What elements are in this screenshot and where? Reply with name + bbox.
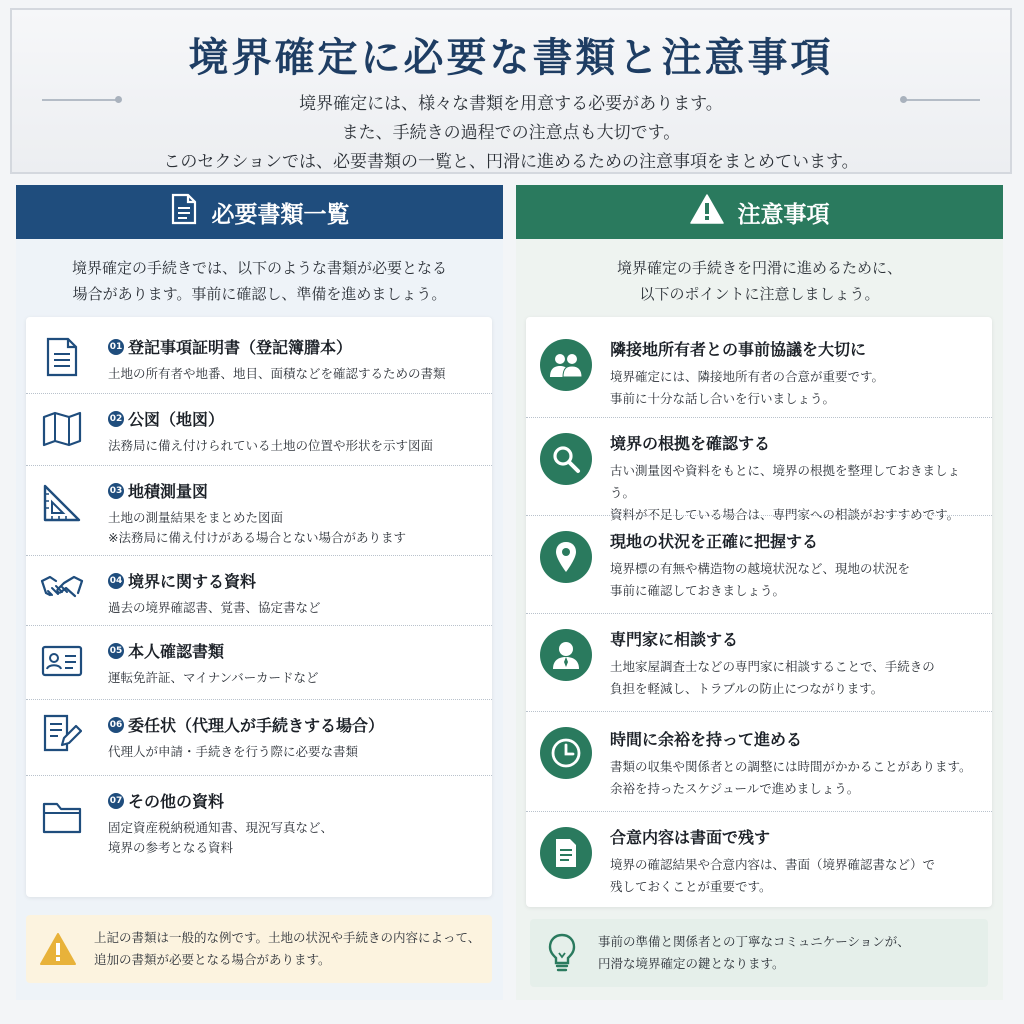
item-desc: 土地家屋調査士などの専門家に相談することで、手続きの <box>610 659 935 674</box>
list-item <box>610 627 982 700</box>
item-desc: 土地の測量結果をまとめた図面 <box>108 510 284 525</box>
document-pen-icon <box>40 711 84 755</box>
document-icon <box>540 827 592 879</box>
documents-note <box>26 915 492 983</box>
list-item <box>610 431 982 526</box>
list-item <box>108 713 480 762</box>
note-line: 上記の書類は一般的な例です。土地の状況や手続きの内容によって、 <box>94 930 481 945</box>
item-title: 境界に関する資料 <box>128 572 257 591</box>
panel-title: 注意事項 <box>737 201 830 228</box>
item-title: 登記事項証明書（登記簿謄本） <box>128 338 353 357</box>
item-desc: 境界の確認結果や合意内容は、書面（境界確認書など）で <box>610 857 936 872</box>
folder-icon <box>40 795 84 839</box>
item-title: 公図（地図） <box>128 410 225 429</box>
subtitle-line: 場合があります。事前に確認し、準備を進めましょう。 <box>72 285 447 303</box>
item-number: 05 <box>108 643 124 659</box>
item-number: 04 <box>108 573 124 589</box>
item-desc: 境界確定には、隣接地所有者の合意が重要です。 <box>610 369 885 384</box>
item-desc: 事前に十分な話し合いを行いましょう。 <box>610 391 836 406</box>
divider <box>26 555 492 556</box>
item-desc: 過去の境界確認書、覚書、協定書など <box>108 600 321 615</box>
divider <box>26 393 492 394</box>
subtitle-line: 以下のポイントに注意しましょう。 <box>639 285 880 303</box>
divider <box>26 465 492 466</box>
subtitle-line: 境界確定の手続きでは、以下のような書類が必要となる <box>71 259 447 277</box>
panel-subtitle <box>516 255 1003 307</box>
divider <box>526 417 992 418</box>
lightbulb-icon <box>542 933 582 973</box>
list-item <box>108 569 480 618</box>
item-desc: 書類の収集や関係者との調整には時間がかかることがあります。 <box>610 759 972 774</box>
list-item <box>108 639 480 688</box>
divider <box>26 625 492 626</box>
precautions-list <box>526 317 992 907</box>
item-title: 本人確認書類 <box>128 642 225 661</box>
header-banner <box>10 8 1012 174</box>
id-card-icon <box>40 639 84 683</box>
item-title: 専門家に相談する <box>610 630 739 649</box>
list-item <box>610 825 982 898</box>
intro-line: このセクションでは、必要書類の一覧と、円滑に進めるための注意事項をまとめています。 <box>163 152 859 172</box>
item-title: 地積測量図 <box>128 482 209 501</box>
item-desc: 事前に確認しておきましょう。 <box>610 583 786 598</box>
note-line: 追加の書類が必要となる場合があります。 <box>94 952 331 967</box>
precautions-panel <box>516 185 1003 1000</box>
person-icon <box>540 629 592 681</box>
list-item <box>610 529 982 602</box>
item-desc: 残しておくことが重要です。 <box>610 879 772 894</box>
map-pin-icon <box>540 531 592 583</box>
divider <box>26 699 492 700</box>
divider <box>26 775 492 776</box>
item-number: 06 <box>108 717 124 733</box>
note-line: 事前の準備と関係者との丁寧なコミュニケーションが、 <box>598 934 910 949</box>
list-item <box>108 407 480 456</box>
list-item <box>610 727 982 800</box>
item-desc: 境界の参考となる資料 <box>108 840 234 855</box>
documents-list <box>26 317 492 897</box>
list-item <box>108 335 480 384</box>
item-title: 境界の根拠を確認する <box>610 434 771 453</box>
item-number: 02 <box>108 411 124 427</box>
page-title: 境界確定に必要な書類と注意事項 <box>188 34 834 81</box>
item-title: 合意内容は書面で残す <box>610 828 771 847</box>
document-icon <box>170 193 198 231</box>
item-title: 時間に余裕を持って進める <box>610 730 803 749</box>
intro-line: また、手続きの過程での注意点も大切です。 <box>341 123 681 143</box>
item-title: 委任状（代理人が手続きする場合） <box>128 716 385 735</box>
divider <box>526 613 992 614</box>
divider <box>526 515 992 516</box>
item-title: その他の資料 <box>128 792 225 811</box>
item-title: 現地の状況を正確に把握する <box>610 532 819 551</box>
item-desc: 境界標の有無や構造物の越境状況など、現地の状況を <box>610 561 911 576</box>
item-desc: 資料が不足している場合は、専門家への相談がおすすめです。 <box>610 507 960 522</box>
intro-line: 境界確定には、様々な書類を用意する必要があります。 <box>299 94 723 114</box>
item-desc: ※法務局に備え付けがある場合とない場合があります <box>108 530 406 545</box>
warning-icon <box>38 929 78 969</box>
search-icon <box>540 433 592 485</box>
note-line: 円滑な境界確定の鍵となります。 <box>598 956 785 971</box>
item-desc: 古い測量図や資料をもとに、境界の根拠を整理しておきましょう。 <box>610 463 961 500</box>
item-desc: 代理人が申請・手続きを行う際に必要な書類 <box>108 744 359 759</box>
panel-subtitle <box>16 255 503 307</box>
intro-text <box>12 90 1010 177</box>
list-item <box>108 789 480 858</box>
item-desc: 運転免許証、マイナンバーカードなど <box>108 670 319 685</box>
people-icon <box>540 339 592 391</box>
precautions-note <box>530 919 988 987</box>
required-documents-header <box>16 185 503 239</box>
item-number: 03 <box>108 483 124 499</box>
warning-icon <box>690 194 724 230</box>
panel-title: 必要書類一覧 <box>211 201 350 228</box>
divider <box>526 811 992 812</box>
map-icon <box>40 407 84 451</box>
required-documents-panel <box>16 185 503 1000</box>
triangle-ruler-icon <box>40 481 84 525</box>
divider <box>526 711 992 712</box>
item-title: 隣接地所有者との事前協議を大切に <box>610 340 867 359</box>
item-number: 07 <box>108 793 124 809</box>
item-desc: 固定資産税納税通知書、現況写真など、 <box>108 820 334 835</box>
document-lines-icon <box>40 335 84 379</box>
subtitle-line: 境界確定の手続きを円滑に進めるために、 <box>616 259 902 277</box>
list-item <box>108 479 480 548</box>
precautions-header <box>516 185 1003 239</box>
list-item <box>610 337 982 410</box>
item-desc: 法務局に備え付けられている土地の位置や形状を示す図面 <box>108 438 434 453</box>
clock-icon <box>540 727 592 779</box>
item-desc: 負担を軽減し、トラブルの防止につながります。 <box>610 681 884 696</box>
item-desc: 余裕を持ったスケジュールで進めましょう。 <box>610 781 860 796</box>
item-number: 01 <box>108 339 124 355</box>
handshake-icon <box>40 567 84 611</box>
item-desc: 土地の所有者や地番、地目、面積などを確認するための書類 <box>108 366 446 381</box>
